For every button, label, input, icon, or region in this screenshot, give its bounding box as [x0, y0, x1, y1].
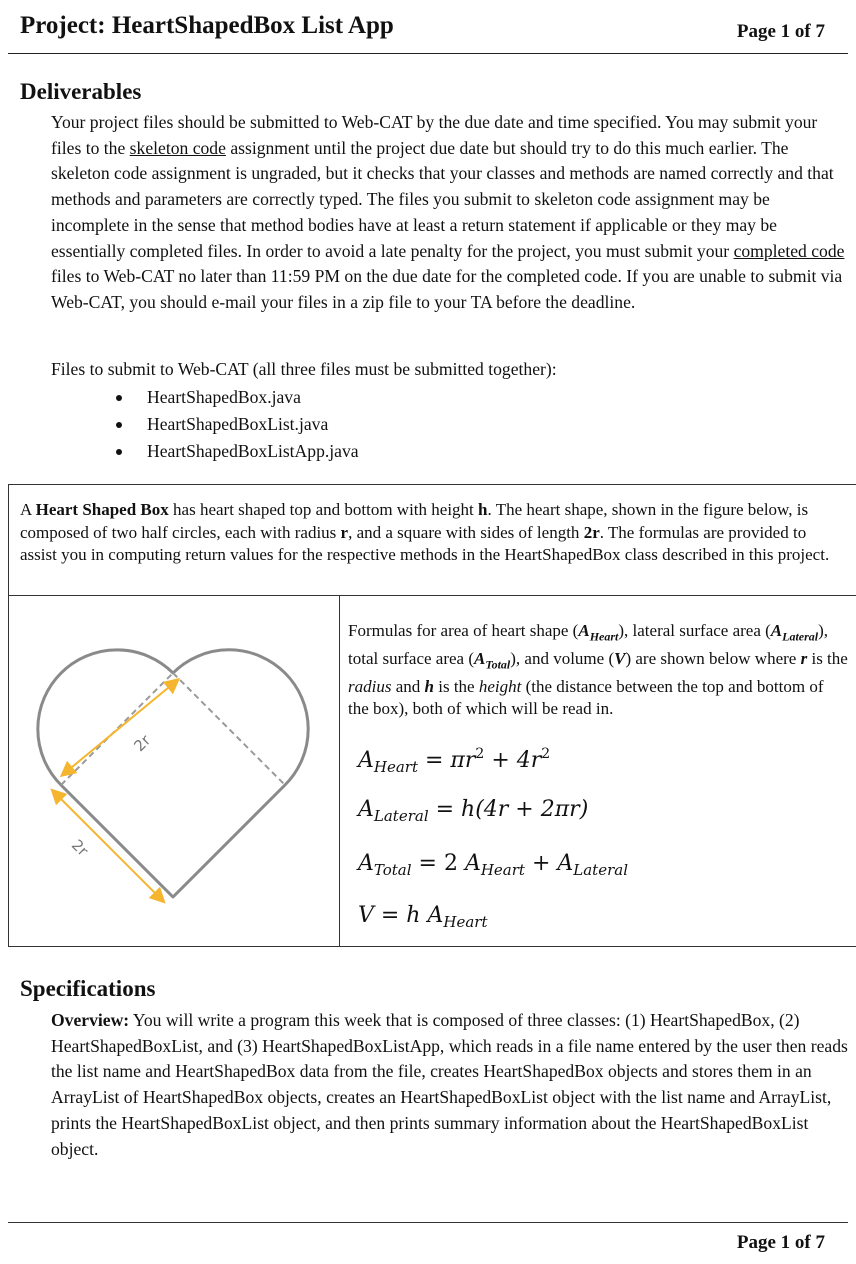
page-title: Project: HeartShapedBox List App — [20, 12, 394, 39]
formula-area-lateral: $A_{Lateral} = h(4r + 2\pi r)$ — [358, 797, 589, 825]
heart-box-description: A Heart Shaped Box has heart shaped top and bottom with height h. The heart shape, shown in the figure below, is composed of two half circles, each with radius r, and a square with sides of length 2r. The formulas are provided to assist you in computing return values for the respective methods in the HeartShapedBox class described in this project. — [20, 500, 830, 564]
footer-page-number: Page 1 of 7 — [736, 1232, 825, 1253]
deliverables-heading: Deliverables — [20, 79, 142, 104]
radius-label-upper: 2r — [130, 731, 155, 756]
formula-volume: V = h $A_{Heart}$ — [358, 903, 488, 931]
list-item: HeartShapedBox.java — [113, 384, 359, 411]
dimension-arrows — [56, 683, 174, 898]
formula-area-heart: $A_{Heart} = \pi r^2 + 4r^2$ — [358, 746, 551, 776]
square-dashed-lines — [61, 673, 285, 785]
formulas-intro: Formulas for area of heart shape $(A_{Heart})$, lateral surface area $(A_{Lateral})$, total surface area $(A_{Total})$, and volume (V) are shown below where r is the radius and h is the height (the distance between the top and bottom of the box), both of which will be read in. — [348, 621, 848, 719]
list-item: HeartShapedBoxList.java — [113, 411, 359, 438]
panel-column-divider — [339, 595, 340, 947]
specifications-heading: Specifications — [20, 976, 156, 1001]
footer-divider — [8, 1222, 848, 1223]
overview-paragraph: Overview: You will write a program this week that is composed of three classes: (1) HeartShapedBox, (2) HeartShapedBoxList, and (3) HeartShapedBoxListApp, which reads in a file name entered by the user then reads the list name and HeartShapedBox data from the file, creates HeartShapedBox objects and stores them in an ArrayList of HeartShapedBox objects, creates an HeartShapedBoxList object with the list name and ArrayList, prints the HeartShapedBoxList object, and then prints summary information about the HeartShapedBoxList object. — [51, 1010, 848, 1159]
completed-code-link[interactable]: completed code — [733, 240, 845, 261]
heart-outline — [38, 650, 308, 897]
deliverables-paragraph: Your project files should be submitted to Web-CAT by the due date and time specified. You may submit your files to the skeleton code assignment until the project due date but should try to do this much earlier. The skeleton code assignment is ungraded, but it checks that your classes and methods are named correctly and that methods and parameters are correctly typed. The files you submit to skeleton code assignment may be incomplete in the sense that method bodies have at least a return statement if applicable or they may be essentially completed files. In order to avoid a late penalty for the project, you must submit your completed code files to Web-CAT no later than 11:59 PM on the due date for the completed code. If you are unable to submit via Web-CAT, you should e-mail your files in a zip file to your TA before the deadline. — [51, 112, 845, 312]
heart-figure — [8, 596, 339, 946]
formula-area-total: $A_{Total} = 2$ $A_{Heart} + A_{Lateral}$ — [358, 851, 628, 879]
files-intro: Files to submit to Web-CAT (all three files must be submitted together): — [51, 359, 557, 379]
header-divider — [8, 53, 848, 54]
list-item: HeartShapedBoxListApp.java — [113, 438, 359, 465]
page-number: Page 1 of 7 — [736, 21, 825, 42]
skeleton-code-link[interactable]: skeleton code — [129, 137, 226, 158]
radius-label-lower: 2r — [67, 835, 92, 860]
files-list — [113, 384, 359, 465]
